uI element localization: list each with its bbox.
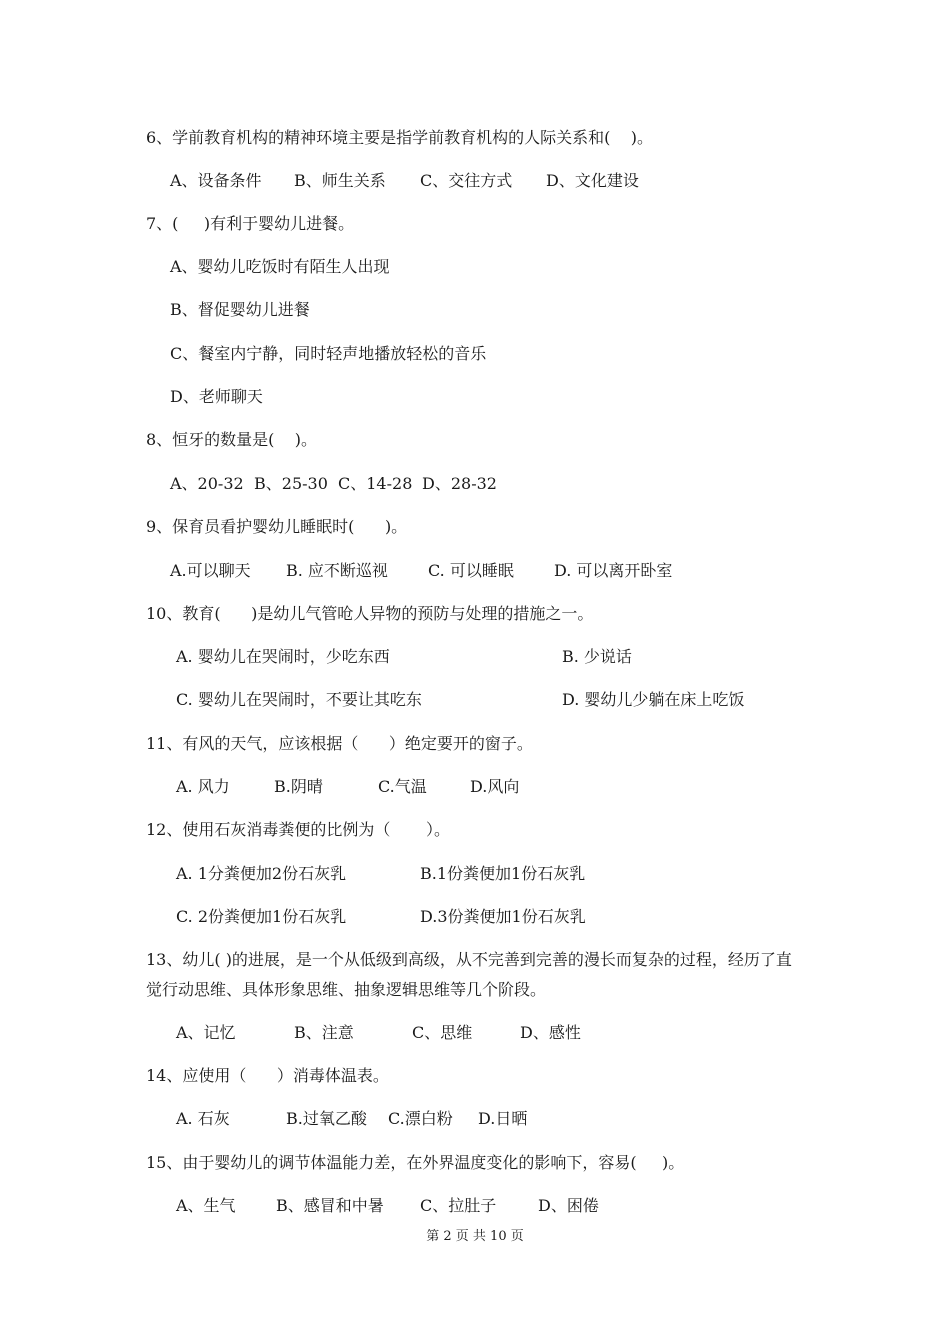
question-10: 10、教育( )是幼儿气管呛人异物的预防与处理的措施之一。 bbox=[146, 604, 594, 623]
q6-option-b: B、师生关系 bbox=[294, 171, 386, 190]
q13-option-d: D、感性 bbox=[520, 1023, 581, 1042]
q7-option-c: C、餐室内宁静，同时轻声地播放轻松的音乐 bbox=[170, 344, 487, 363]
q12-option-c: C. 2份粪便加1份石灰乳 bbox=[176, 907, 347, 926]
question-11: 11、有风的天气，应该根据（ ）绝定要开的窗子。 bbox=[146, 734, 533, 753]
q11-option-d: D.风向 bbox=[470, 777, 520, 796]
q9-option-c: C. 可以睡眠 bbox=[428, 561, 514, 580]
q7-option-a: A、婴幼儿吃饭时有陌生人出现 bbox=[170, 257, 390, 276]
q13-option-a: A、记忆 bbox=[176, 1023, 236, 1042]
question-6: 6、学前教育机构的精神环境主要是指学前教育机构的人际关系和( )。 bbox=[146, 128, 654, 147]
q8-option-b: B、25-30 bbox=[254, 474, 328, 493]
q10-option-a: A. 婴幼儿在哭闹时，少吃东西 bbox=[176, 647, 390, 666]
q9-option-b: B. 应不断巡视 bbox=[286, 561, 388, 580]
q14-option-a: A. 石灰 bbox=[176, 1109, 230, 1128]
q11-option-c: C.气温 bbox=[378, 777, 427, 796]
q11-option-a: A. 风力 bbox=[176, 777, 230, 796]
question-9: 9、保育员看护婴幼儿睡眠时( )。 bbox=[146, 517, 408, 536]
q13-option-c: C、思维 bbox=[412, 1023, 473, 1042]
question-8: 8、恒牙的数量是( )。 bbox=[146, 430, 318, 449]
q6-option-c: C、交往方式 bbox=[420, 171, 513, 190]
q14-option-c: C.漂白粉 bbox=[388, 1109, 453, 1128]
page-number: 第 2 页 共 10 页 bbox=[426, 1229, 524, 1244]
q15-option-c: C、拉肚子 bbox=[420, 1196, 497, 1215]
question-15: 15、由于婴幼儿的调节体温能力差，在外界温度变化的影响下，容易( )。 bbox=[146, 1153, 685, 1172]
q15-option-b: B、感冒和中暑 bbox=[276, 1196, 384, 1215]
q6-option-a: A、设备条件 bbox=[170, 171, 262, 190]
q13-option-b: B、注意 bbox=[294, 1023, 354, 1042]
q8-option-c: C、14-28 bbox=[338, 474, 413, 493]
q10-option-c: C. 婴幼儿在哭闹时，不要让其吃东 bbox=[176, 690, 422, 709]
q9-option-d: D. 可以离开卧室 bbox=[554, 561, 673, 580]
q8-option-a: A、20-32 bbox=[170, 474, 244, 493]
question-7: 7、( )有利于婴幼儿进餐。 bbox=[146, 214, 355, 233]
q15-option-d: D、困倦 bbox=[538, 1196, 599, 1215]
q7-option-b: B、督促婴幼儿进餐 bbox=[170, 300, 310, 319]
q10-option-b: B. 少说话 bbox=[562, 647, 632, 666]
question-14: 14、应使用（ ）消毒体温表。 bbox=[146, 1066, 389, 1085]
q14-option-d: D.日晒 bbox=[478, 1109, 528, 1128]
q12-option-d: D.3份粪便加1份石灰乳 bbox=[420, 907, 586, 926]
question-12: 12、使用石灰消毒粪便的比例为（ ）。 bbox=[146, 820, 450, 839]
q15-option-a: A、生气 bbox=[176, 1196, 236, 1215]
question-13: 13、幼儿( )的进展，是一个从低级到高级，从不完善到完善的漫长而复杂的过程，经历了直觉行动思维、具体形象思维、抽象逻辑思维等几个阶段。 bbox=[146, 950, 792, 999]
q6-option-d: D、文化建设 bbox=[546, 171, 639, 190]
q12-option-b: B.1份粪便加1份石灰乳 bbox=[420, 864, 586, 883]
q14-option-b: B.过氧乙酸 bbox=[286, 1109, 367, 1128]
q12-option-a: A. 1分粪便加2份石灰乳 bbox=[176, 864, 347, 883]
q9-option-a: A.可以聊天 bbox=[170, 561, 251, 580]
q7-option-d: D、老师聊天 bbox=[170, 387, 263, 406]
q10-option-d: D. 婴幼儿少躺在床上吃饭 bbox=[562, 690, 745, 709]
q11-option-b: B.阴晴 bbox=[274, 777, 323, 796]
q8-option-d: D、28-32 bbox=[422, 474, 497, 493]
